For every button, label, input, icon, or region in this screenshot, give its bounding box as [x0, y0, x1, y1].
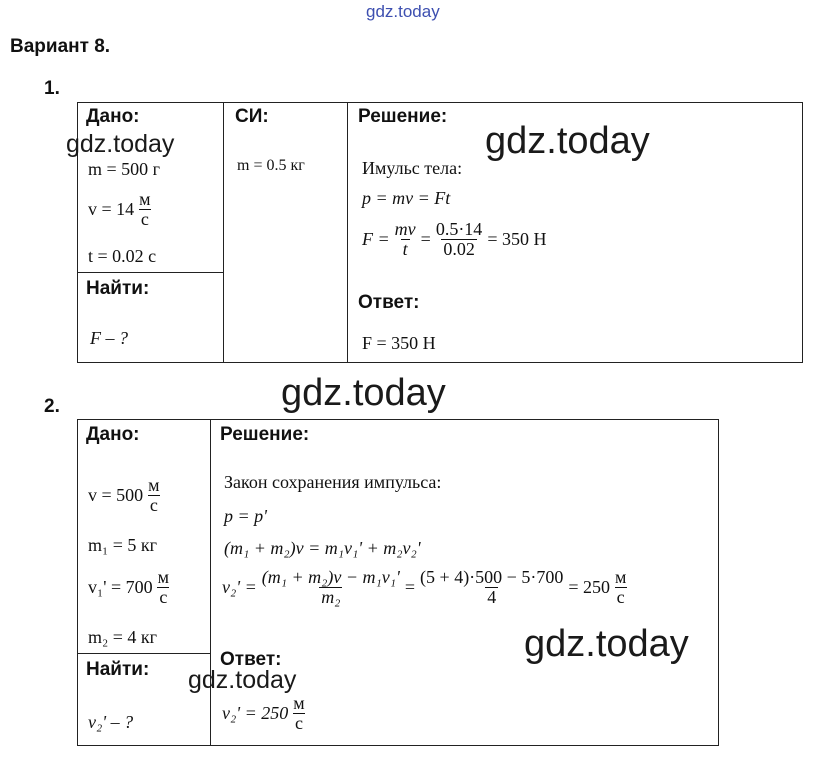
solution-1-formula: F = $\frac{mv}{t}$ = $\frac{0.5\cdot 14}{0.02}$ = 350 Н	[362, 219, 547, 259]
watermark-5: gdz.today	[524, 623, 689, 665]
problem-2-answer-header: Ответ:	[220, 649, 282, 670]
watermark-top: gdz.today	[366, 2, 440, 21]
problem-2-number: 2.	[44, 396, 60, 417]
watermark-2: gdz.today	[485, 120, 650, 162]
solution-1-line-2: p = mv = Ft	[362, 188, 451, 208]
problem-1-solution-header: Решение:	[358, 106, 448, 127]
solution-2-line-2: p = p'	[224, 506, 267, 526]
problem-1-given-header: Дано:	[86, 106, 140, 127]
solution-1-line-1: Имульс тела:	[362, 158, 463, 178]
given-2-mass-1: m₁ = 5 кг	[88, 535, 158, 555]
solution-2-formula: v₂' = $\frac{\text{(m₁ + m₂)v − m₁v₁'}}{\text{m₂}}$ = $\frac{(5 + 4)\cdot 500 - 5\cdot 700}{4}$ = 250 $\frac{м}{с}$	[222, 567, 627, 607]
find-velocity-2: v₂' – ?	[88, 712, 134, 732]
problem-2-find-header: Найти:	[86, 659, 150, 680]
problem-1-answer: F = 350 Н	[362, 333, 436, 353]
solution-2-line-3: (m₁ + m₂)v = m₁v₁' + m₂v₂'	[224, 538, 421, 558]
watermark-1: gdz.today	[66, 130, 175, 158]
find-force: F – ?	[90, 328, 128, 348]
given-2-velocity-1: v₁' = 700 $\frac{м}{с}$	[88, 567, 170, 607]
problem-2-answer: v₂' = 250 $\frac{м}{с}$	[222, 693, 305, 733]
given-velocity: v = 14 $\frac{м}{с}$	[88, 189, 151, 229]
given-2-mass-2: m₂ = 4 кг	[88, 627, 158, 647]
problem-2-solution-header: Решение:	[220, 424, 310, 445]
problem-1-number: 1.	[44, 78, 60, 99]
given-mass: m = 500 г	[88, 159, 161, 179]
given-2-velocity: v = 500 $\frac{м}{с}$	[88, 475, 160, 515]
problem-1-answer-header: Ответ:	[358, 292, 420, 313]
solution-2-line-1: Закон сохранения импульса:	[224, 472, 442, 492]
watermark-4: gdz.today	[188, 666, 297, 694]
given-time: t = 0.02 с	[88, 246, 157, 266]
si-mass: m = 0.5 кг	[237, 157, 305, 174]
problem-1-si-header: СИ:	[235, 106, 269, 127]
problem-1-find-header: Найти:	[86, 278, 150, 299]
variant-title: Вариант 8.	[10, 36, 111, 57]
problem-2-given-header: Дано:	[86, 424, 140, 445]
watermark-3: gdz.today	[281, 372, 446, 414]
